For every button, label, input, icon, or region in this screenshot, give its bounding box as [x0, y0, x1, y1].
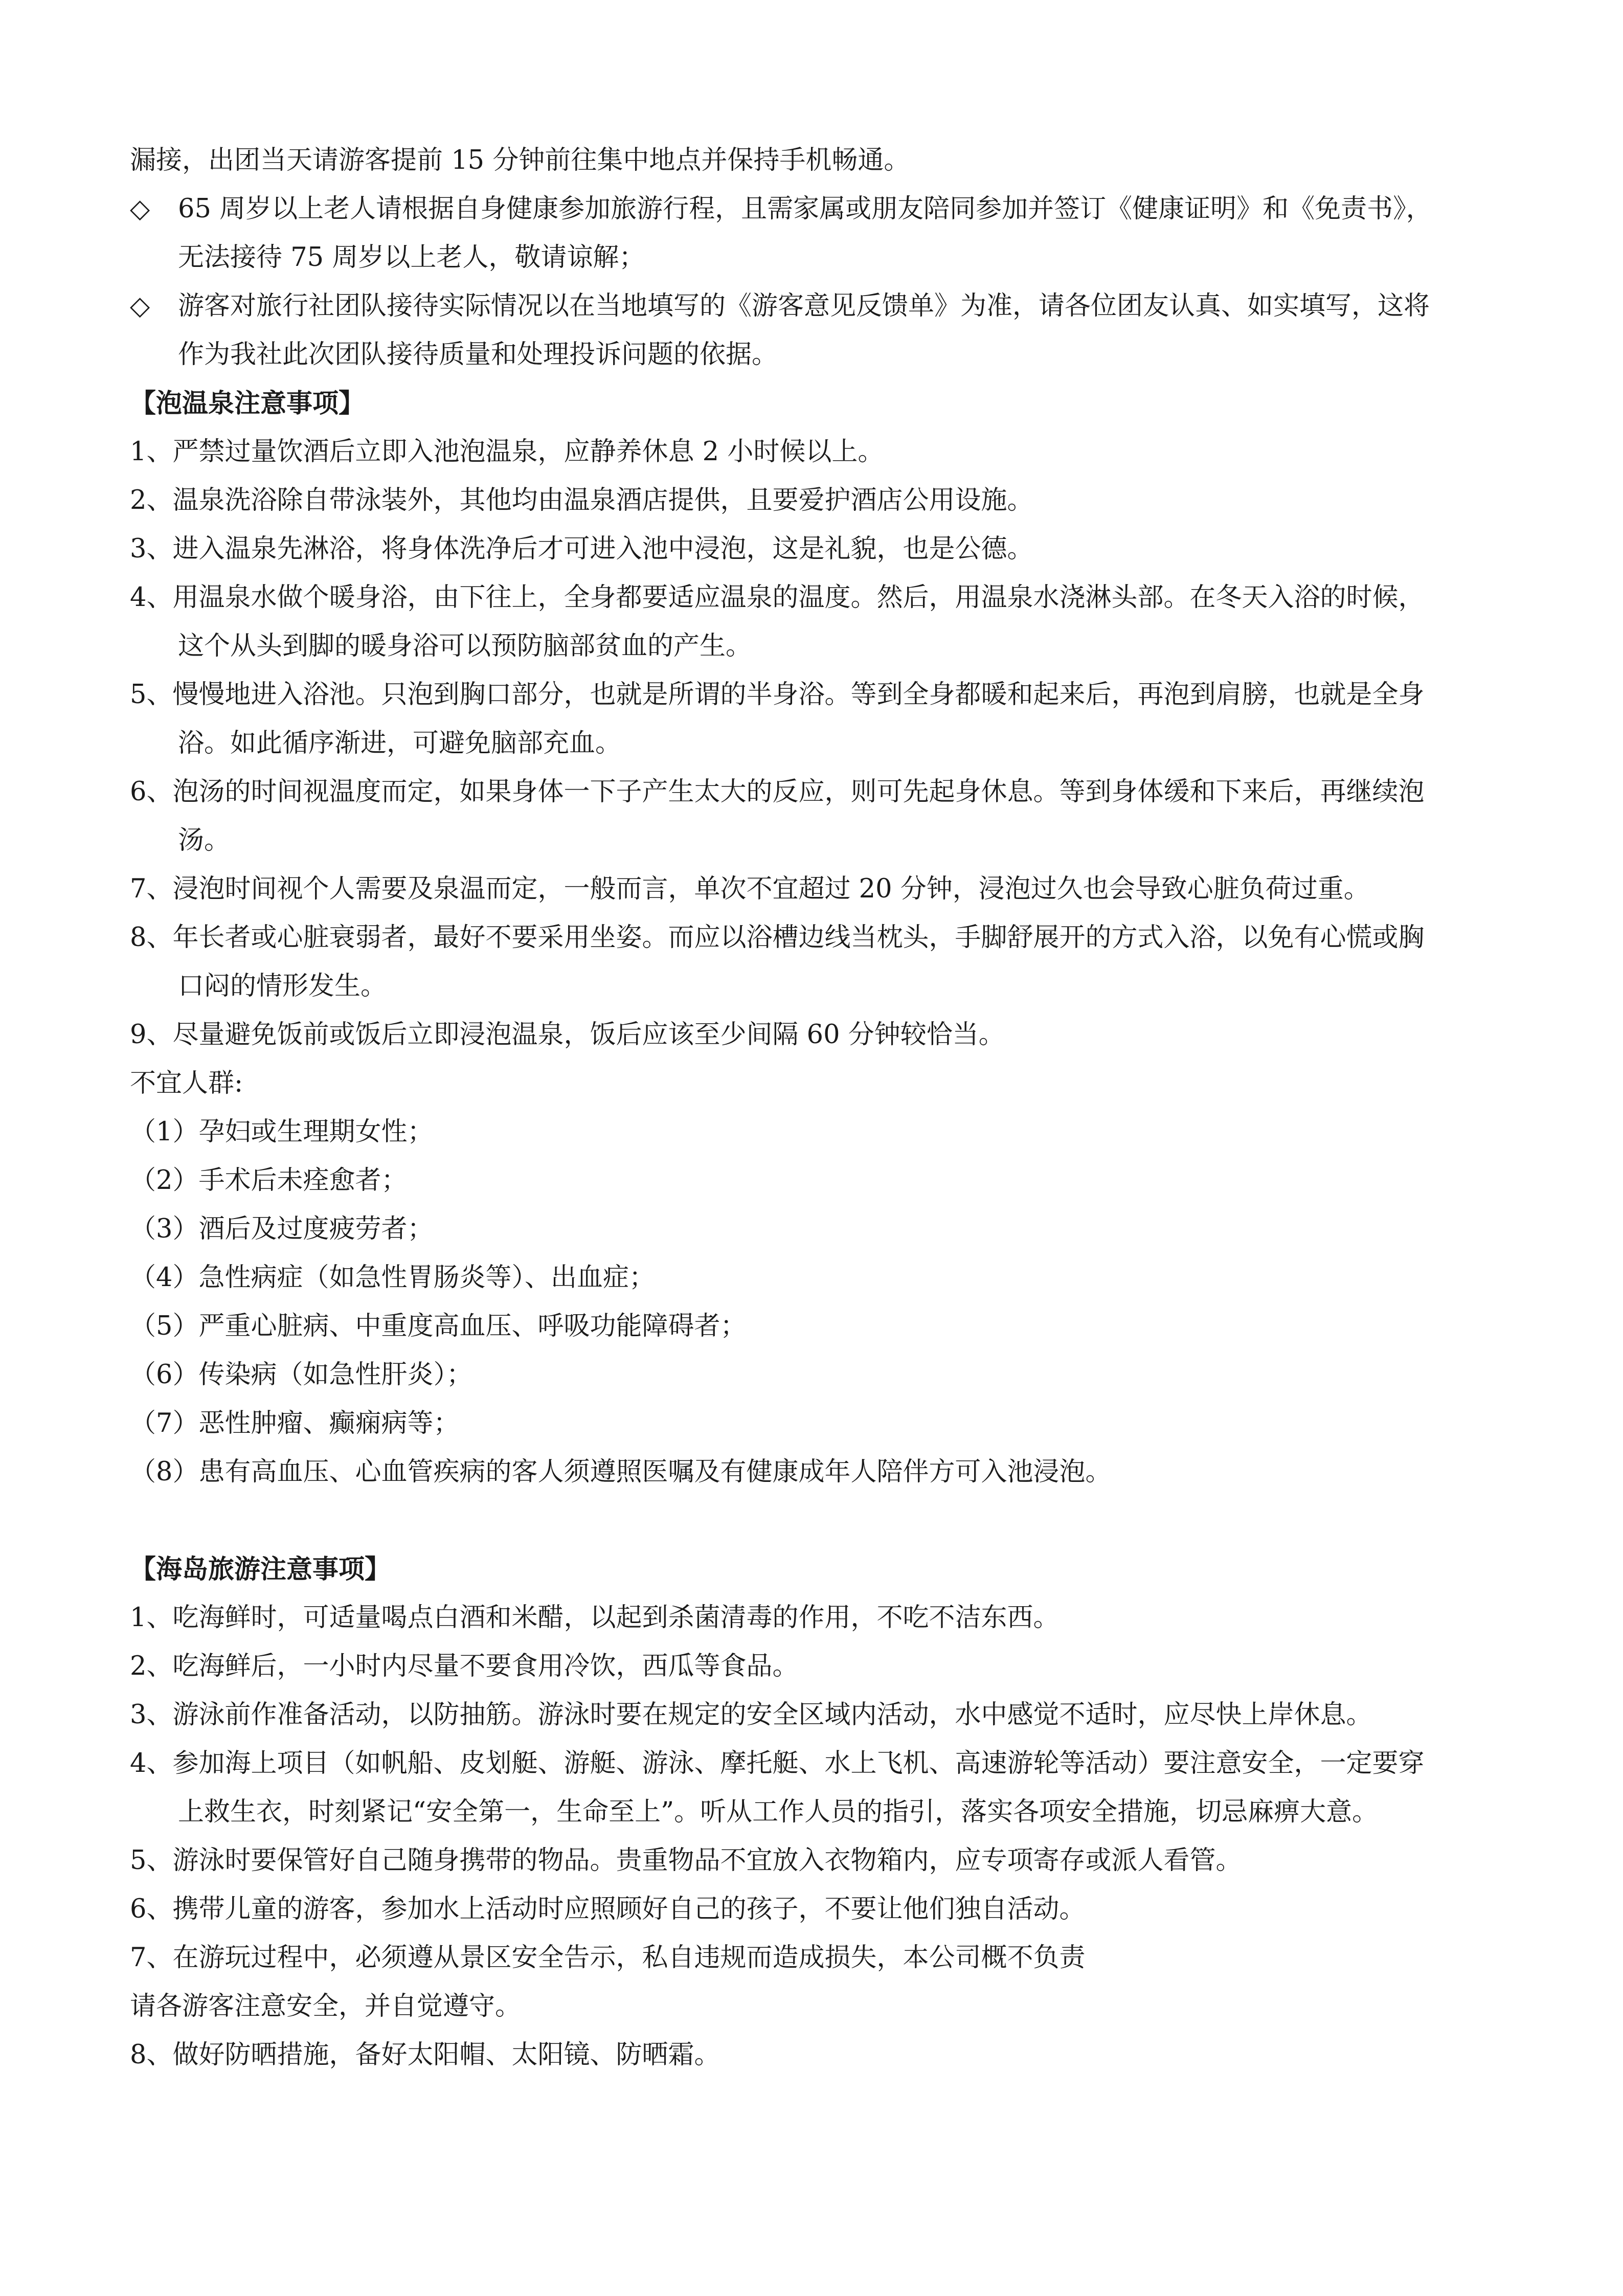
notice-bullet-elderly-cont: 无法接待 75 周岁以上老人，敬请谅解；	[178, 242, 645, 273]
hot-spring-item-8: 8、年长者或心脏衰弱者，最好不要采用坐姿。而应以浴槽边线当枕头，手脚舒展开的方式入浴，以免有心慌或胸	[130, 922, 1425, 953]
hot-spring-heading: 【泡温泉注意事项】	[130, 388, 365, 419]
island-item-6: 6、携带儿童的游客，参加水上活动时应照顾好自己的孩子，不要让他们独自活动。	[130, 1894, 1086, 1924]
bullet-text: 65 周岁以上老人请根据自身健康参加旅游行程，且需家属或朋友陪同参加并签订《健康证明》和《免责书》，	[178, 194, 1432, 224]
island-item-5: 5、游泳时要保管好自己随身携带的物品。贵重物品不宜放入衣物箱内，应专项寄存或派人看管。	[130, 1845, 1242, 1876]
unsuitable-item-7: （7）恶性肿瘤、癫痫病等；	[130, 1408, 460, 1438]
island-heading: 【海岛旅游注意事项】	[130, 1554, 391, 1585]
unsuitable-item-1: （1）孕妇或生理期女性；	[130, 1117, 434, 1147]
hot-spring-item-7: 7、浸泡时间视个人需要及泉温而定，一般而言，单次不宜超过 20 分钟，浸泡过久也会导致心脏负荷过重。	[130, 874, 1370, 904]
hot-spring-item-6: 6、泡汤的时间视温度而定，如果身体一下子产生太大的反应，则可先起身休息。等到身体缓和下来后，再继续泡	[130, 777, 1425, 807]
island-item-4-cont: 上救生衣，时刻紧记“安全第一，生命至上”。听从工作人员的指引，落实各项安全措施，切忌麻痹大意。	[178, 1797, 1379, 1827]
notice-bullet-feedback	[130, 289, 1557, 324]
hot-spring-item-3: 3、进入温泉先淋浴，将身体洗净后才可进入池中浸泡，这是礼貌，也是公德。	[130, 534, 1033, 564]
unsuitable-item-3: （3）酒后及过度疲劳者；	[130, 1214, 434, 1244]
unsuitable-item-5: （5）严重心脏病、中重度高血压、呼吸功能障碍者；	[130, 1311, 747, 1341]
notice-bullet-elderly	[130, 192, 1557, 227]
hot-spring-item-8-cont: 口闷的情形发生。	[178, 971, 387, 1001]
intro-line-continued: 漏接，出团当天请游客提前 15 分钟前往集中地点并保持手机畅通。	[130, 145, 910, 175]
hot-spring-item-4: 4、用温泉水做个暖身浴，由下往上，全身都要适应温泉的温度。然后，用温泉水浇淋头部。在冬天入浴的时候，	[130, 582, 1425, 613]
hot-spring-item-2: 2、温泉洗浴除自带泳装外，其他均由温泉酒店提供，且要爱护酒店公用设施。	[130, 485, 1033, 515]
island-item-2: 2、吃海鲜后，一小时内尽量不要食用冷饮，西瓜等食品。	[130, 1651, 799, 1681]
unsuitable-item-2: （2）手术后未痊愈者；	[130, 1165, 408, 1196]
unsuitable-groups-title: 不宜人群:	[130, 1068, 243, 1098]
island-item-7-cont: 请各游客注意安全，并自觉遵守。	[130, 1991, 522, 2021]
unsuitable-item-4: （4）急性病症（如急性胃肠炎等）、出血症；	[130, 1263, 655, 1293]
island-item-7: 7、在游玩过程中，必须遵从景区安全告示，私自违规而造成损失，本公司概不负责	[130, 1943, 1086, 1973]
unsuitable-item-6: （6）传染病（如急性肝炎）；	[130, 1360, 472, 1390]
hot-spring-item-9: 9、尽量避免饭前或饭后立即浸泡温泉，饭后应该至少间隔 60 分钟较恰当。	[130, 1020, 1005, 1050]
hot-spring-item-4-cont: 这个从头到脚的暖身浴可以预防脑部贫血的产生。	[178, 631, 752, 661]
island-item-3: 3、游泳前作准备活动，以防抽筋。游泳时要在规定的安全区域内活动，水中感觉不适时，应尽快上岸休息。	[130, 1700, 1372, 1730]
hot-spring-item-5-cont: 浴。如此循序渐进，可避免脑部充血。	[178, 728, 622, 758]
island-item-4: 4、参加海上项目（如帆船、皮划艇、游艇、游泳、摩托艇、水上飞机、高速游轮等活动）要注意安全，一定要穿	[130, 1748, 1425, 1779]
notice-bullet-feedback-cont: 作为我社此次团队接待质量和处理投诉问题的依据。	[178, 340, 778, 370]
hot-spring-item-6-cont: 汤。	[178, 825, 231, 856]
island-item-8: 8、做好防晒措施，备好太阳帽、太阳镜、防晒霜。	[130, 2040, 720, 2070]
bullet-text: 游客对旅行社团队接待实际情况以在当地填写的《游客意见反馈单》为准，请各位团友认真、如实填写，这将	[178, 291, 1430, 321]
diamond-bullet-icon: ◇	[130, 194, 150, 224]
diamond-bullet-icon: ◇	[130, 291, 150, 321]
unsuitable-item-8: （8）患有高血压、心血管疾病的客人须遵照医嘱及有健康成年人陪伴方可入池浸泡。	[130, 1457, 1112, 1487]
island-item-1: 1、吃海鲜时，可适量喝点白酒和米醋，以起到杀菌清毒的作用，不吃不洁东西。	[130, 1603, 1060, 1633]
hot-spring-item-5: 5、慢慢地进入浴池。只泡到胸口部分，也就是所谓的半身浴。等到全身都暖和起来后，再泡到肩膀，也就是全身	[130, 680, 1425, 710]
hot-spring-item-1: 1、严禁过量饮酒后立即入池泡温泉，应静养休息 2 小时候以上。	[130, 437, 884, 467]
